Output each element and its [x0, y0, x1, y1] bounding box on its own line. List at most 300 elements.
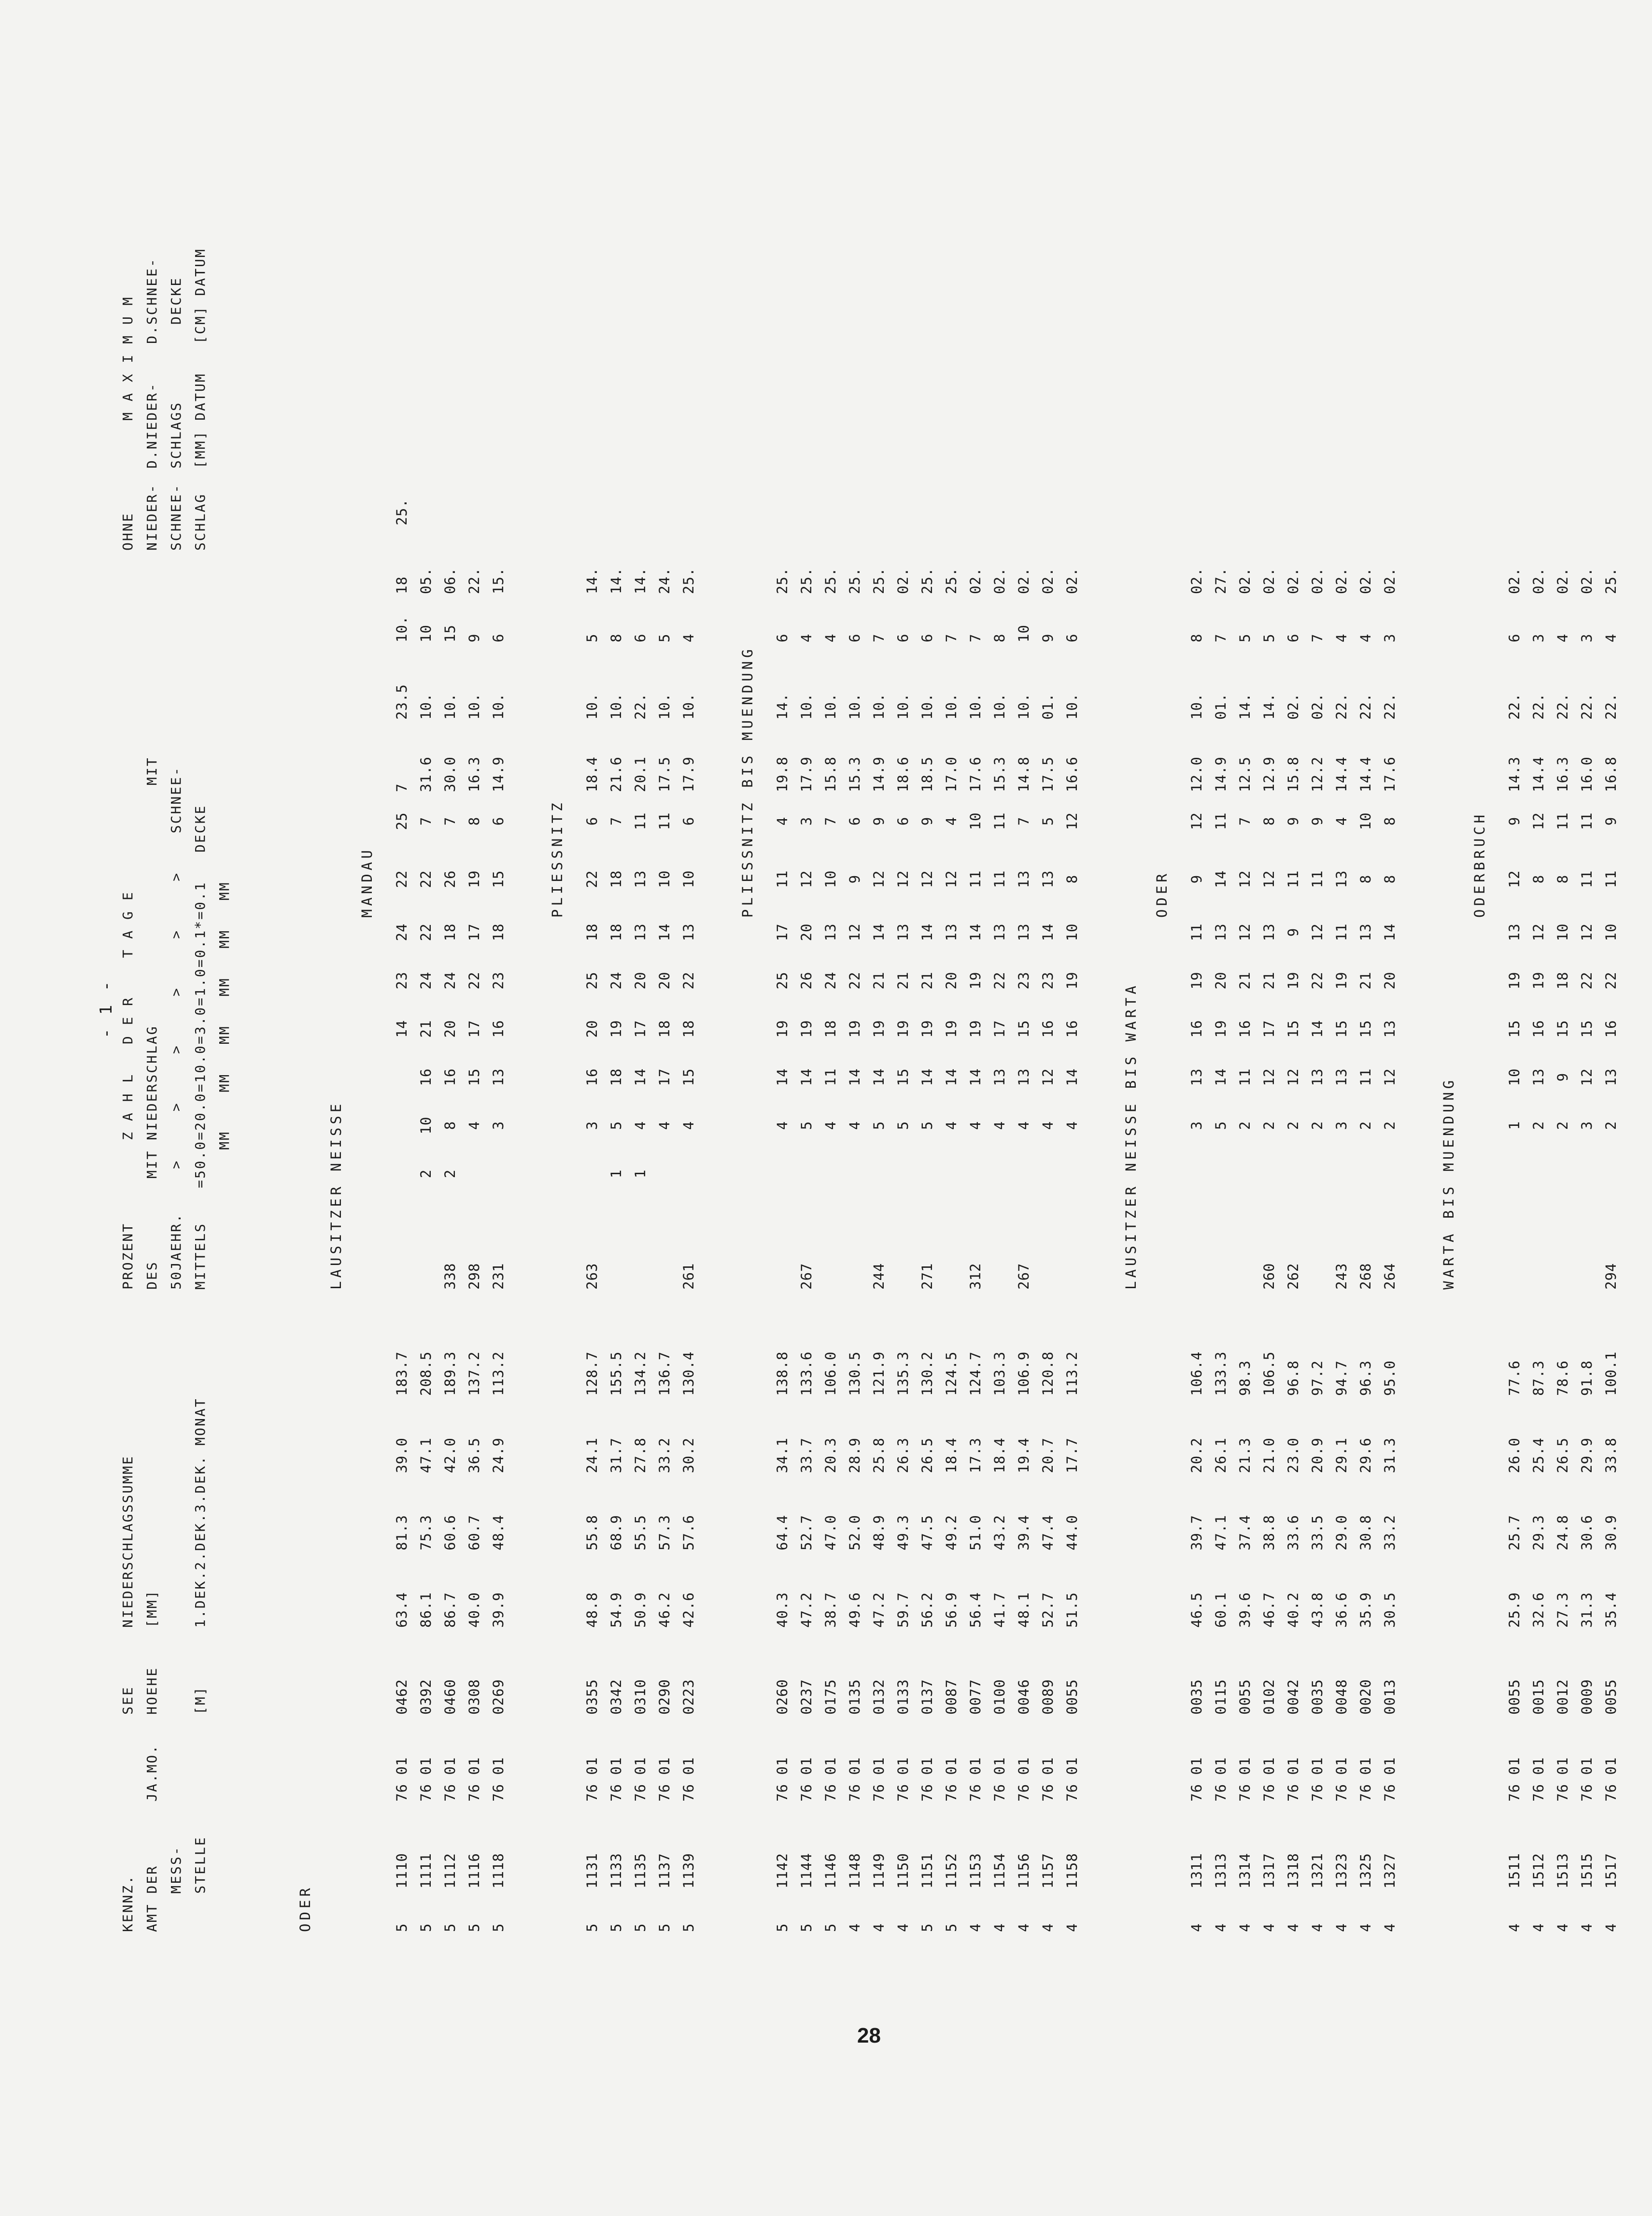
table-cell: 25. — [871, 567, 887, 594]
table-cell: 12 — [943, 870, 960, 888]
table-cell: 22 — [418, 923, 434, 941]
table-cell: 10. — [394, 615, 410, 642]
table-cell: 4 — [1603, 633, 1619, 642]
table-cell: 4 — [1603, 1923, 1619, 1932]
table-cell: 1133 — [608, 1853, 624, 1889]
table-cell: 10 — [967, 812, 984, 830]
table-cell: 106.9 — [1016, 1351, 1032, 1396]
table-cell: 19 — [1530, 971, 1547, 990]
table-cell: 4 — [1554, 633, 1571, 642]
table-cell: 12 — [1237, 923, 1253, 941]
table-cell: 134.2 — [632, 1351, 649, 1396]
table-cell: 1321 — [1309, 1853, 1326, 1889]
table-cell: 33.2 — [656, 1437, 673, 1473]
table-row — [1575, 72, 1599, 1932]
table-cell: 0355 — [584, 1679, 600, 1715]
table-cell: 02. — [895, 567, 911, 594]
table-cell: 5 — [608, 1923, 624, 1932]
table-cell: 4 — [943, 1121, 960, 1130]
table-cell: 8 — [1357, 874, 1374, 884]
table-cell: 13 — [1382, 1020, 1398, 1038]
table-cell: 4 — [1064, 1121, 1080, 1130]
table-cell: 47.2 — [871, 1592, 887, 1628]
table-cell: 1327 — [1382, 1853, 1398, 1889]
table-cell: 11 — [1603, 870, 1619, 888]
table-cell: 1 — [608, 1169, 624, 1179]
table-cell: 4 — [1333, 816, 1350, 826]
table-cell: 10. — [490, 693, 507, 720]
table-cell: 76 01 — [418, 1757, 434, 1802]
table-cell: 39.9 — [490, 1592, 507, 1628]
table-cell: 10 — [1357, 812, 1374, 830]
table-cell: 48.1 — [1016, 1592, 1032, 1628]
table-cell: 7 — [1213, 633, 1229, 642]
table-cell: 17.0 — [943, 756, 960, 792]
table-cell: 01. — [1040, 693, 1056, 720]
table-cell: 27. — [1213, 567, 1229, 594]
table-cell: 13 — [1188, 1068, 1205, 1086]
table-cell: 18 — [442, 923, 458, 941]
table-cell: 0055 — [1506, 1679, 1523, 1715]
table-cell: 4 — [1357, 633, 1374, 642]
table-cell: 3 — [584, 1121, 600, 1130]
table-cell: 6 — [919, 633, 935, 642]
table-cell: 4 — [1506, 1923, 1523, 1932]
table-cell: 4 — [1040, 1121, 1056, 1130]
table-cell: 60.7 — [466, 1515, 482, 1550]
table-cell: 7 — [943, 633, 960, 642]
table-cell: 1158 — [1064, 1853, 1080, 1889]
table-cell: 10. — [680, 693, 697, 720]
table-cell: 76 01 — [608, 1757, 624, 1802]
table-row — [794, 72, 819, 1932]
table-cell: 57.3 — [656, 1515, 673, 1550]
header-kennz: KENNZ. AMT DER MESS- STELLE — [120, 1836, 208, 1932]
table-cell: 4 — [1309, 1923, 1326, 1932]
table-cell: 1323 — [1333, 1853, 1350, 1889]
table-cell: 19 — [466, 870, 482, 888]
table-cell: 42.6 — [680, 1592, 697, 1628]
river-title: ODER — [297, 1885, 313, 1932]
table-cell: 12 — [1285, 1068, 1301, 1086]
table-cell: 18 — [608, 1068, 624, 1086]
table-cell: 68.9 — [608, 1515, 624, 1550]
table-cell: 02. — [1382, 567, 1398, 594]
table-cell: 4 — [967, 1923, 984, 1932]
table-cell: 49.6 — [847, 1592, 863, 1628]
table-cell: 267 — [798, 1263, 815, 1290]
table-cell: 8 — [991, 633, 1008, 642]
table-cell: 12.9 — [1261, 756, 1277, 792]
table-cell: 5 — [680, 1923, 697, 1932]
table-cell: 29.6 — [1357, 1437, 1374, 1473]
table-cell: 1314 — [1237, 1853, 1253, 1889]
table-cell: 130.5 — [847, 1351, 863, 1396]
table-cell: 17.6 — [967, 756, 984, 792]
table-cell: 18 — [680, 1020, 697, 1038]
table-cell: 13 — [1506, 923, 1523, 941]
table-cell: 10. — [608, 693, 624, 720]
table-cell: 1318 — [1285, 1853, 1301, 1889]
table-cell: 5 — [822, 1923, 839, 1932]
table-cell: 76 01 — [442, 1757, 458, 1802]
table-cell: 9 — [1285, 816, 1301, 826]
table-cell: 4 — [943, 816, 960, 826]
table-cell: 55.5 — [632, 1515, 649, 1550]
table-cell: 24 — [608, 971, 624, 990]
table-cell: 34.1 — [774, 1437, 791, 1473]
table-cell: 8 — [466, 816, 482, 826]
table-cell: 137.2 — [466, 1351, 482, 1396]
table-cell: 19 — [871, 1020, 887, 1038]
table-row — [770, 72, 794, 1932]
table-cell: 10. — [442, 693, 458, 720]
table-cell: 8 — [1064, 874, 1080, 884]
section-subtitle: PLIESSNITZ BIS MUENDUNG — [739, 646, 756, 918]
table-cell: 5 — [584, 633, 600, 642]
table-cell: 3 — [1579, 633, 1595, 642]
table-cell: 18 — [394, 576, 410, 594]
table-cell: 14 — [632, 1068, 649, 1086]
table-row — [939, 72, 963, 1932]
table-cell: 13 — [943, 923, 960, 941]
table-cell: 0055 — [1064, 1679, 1080, 1715]
table-cell: 6 — [774, 633, 791, 642]
table-cell: 60.6 — [442, 1515, 458, 1550]
table-cell: 0290 — [656, 1679, 673, 1715]
table-cell: 20 — [1382, 971, 1398, 990]
section-subtitle: ODER — [1154, 870, 1170, 918]
table-cell: 30.9 — [1603, 1515, 1619, 1550]
table-cell: 76 01 — [1016, 1757, 1032, 1802]
table-cell: 10. — [418, 693, 434, 720]
table-cell: 11 — [1237, 1068, 1253, 1086]
table-cell: 19 — [1285, 971, 1301, 990]
table-cell: 5 — [490, 1923, 507, 1932]
table-cell: 15. — [490, 567, 507, 594]
table-cell: 98.3 — [1237, 1360, 1253, 1396]
table-row — [1281, 72, 1305, 1932]
table-cell: 11 — [632, 812, 649, 830]
table-cell: 38.8 — [1261, 1515, 1277, 1550]
table-cell: 76 01 — [1213, 1757, 1229, 1802]
table-cell: 10 — [1603, 923, 1619, 941]
table-cell: 02. — [1188, 567, 1205, 594]
table-cell: 14.9 — [1213, 756, 1229, 792]
table-cell: 1152 — [943, 1853, 960, 1889]
table-cell: 76 01 — [584, 1757, 600, 1802]
table-cell: 138.8 — [774, 1351, 791, 1396]
table-cell: 16 — [490, 1020, 507, 1038]
table-cell: 7 — [822, 816, 839, 826]
table-cell: 6 — [847, 633, 863, 642]
page-number: 28 — [857, 2024, 881, 2047]
table-cell: 1515 — [1579, 1853, 1595, 1889]
table-cell: 1131 — [584, 1853, 600, 1889]
table-cell: 14.4 — [1357, 756, 1374, 792]
table-cell: 10 — [418, 1116, 434, 1135]
table-cell: 23 — [394, 971, 410, 990]
table-cell: 12 — [1309, 923, 1326, 941]
table-row — [819, 72, 843, 1932]
table-cell: 64.4 — [774, 1515, 791, 1550]
table-cell: 10. — [822, 693, 839, 720]
table-cell: 24.1 — [584, 1437, 600, 1473]
table-cell: 56.4 — [967, 1592, 984, 1628]
table-cell: 12 — [847, 923, 863, 941]
table-row — [438, 72, 462, 1932]
table-cell: 1142 — [774, 1853, 791, 1889]
table-cell: 76 01 — [632, 1757, 649, 1802]
table-cell: 91.8 — [1579, 1360, 1595, 1396]
table-cell: 3 — [798, 816, 815, 826]
table-cell: 02. — [1579, 567, 1595, 594]
table-cell: 24 — [394, 923, 410, 941]
table-cell: 14 — [774, 1068, 791, 1086]
table-cell: 46.7 — [1261, 1592, 1277, 1628]
table-cell: 52.7 — [798, 1515, 815, 1550]
table-cell: 0115 — [1213, 1679, 1229, 1715]
table-cell: 4 — [895, 1923, 911, 1932]
table-cell: 02. — [1333, 567, 1350, 594]
table-cell: 21.3 — [1237, 1437, 1253, 1473]
table-cell: 29.1 — [1333, 1437, 1350, 1473]
table-cell: 0137 — [919, 1679, 935, 1715]
table-cell: 12 — [1064, 812, 1080, 830]
table-cell: 02. — [1237, 567, 1253, 594]
table-cell: 12 — [871, 870, 887, 888]
table-cell: 24. — [656, 567, 673, 594]
table-cell: 2 — [1237, 1121, 1253, 1130]
table-cell: 120.8 — [1040, 1351, 1056, 1396]
table-cell: 8 — [442, 1121, 458, 1130]
table-cell: 22 — [394, 870, 410, 888]
table-cell: 30.6 — [1579, 1515, 1595, 1550]
table-cell: 19 — [1064, 971, 1080, 990]
table-cell: 8 — [1554, 874, 1571, 884]
table-cell: 02. — [1530, 567, 1547, 594]
table-cell: 31.6 — [418, 756, 434, 792]
table-cell: 16 — [1530, 1020, 1547, 1038]
data-table — [287, 72, 1652, 1932]
table-cell: 76 01 — [680, 1757, 697, 1802]
table-cell: 30.2 — [680, 1437, 697, 1473]
table-cell: 4 — [1261, 1923, 1277, 1932]
table-cell: 5 — [1213, 1121, 1229, 1130]
table-cell: 12 — [1579, 1068, 1595, 1086]
table-cell: 5 — [774, 1923, 791, 1932]
table-cell: 10. — [798, 693, 815, 720]
table-cell: 19.4 — [1016, 1437, 1032, 1473]
table-cell: 135.3 — [895, 1351, 911, 1396]
table-cell: 183.7 — [394, 1351, 410, 1396]
table-cell: 18.4 — [943, 1437, 960, 1473]
table-cell: 17.9 — [680, 756, 697, 792]
table-cell: 25. — [943, 567, 960, 594]
table-cell: 8 — [1382, 874, 1398, 884]
table-cell: 15 — [490, 870, 507, 888]
table-row — [963, 72, 988, 1932]
table-cell: 19 — [943, 1020, 960, 1038]
table-cell: 9 — [919, 816, 935, 826]
table-cell: 208.5 — [418, 1351, 434, 1396]
table-cell: 38.7 — [822, 1592, 839, 1628]
table-cell: 1154 — [991, 1853, 1008, 1889]
table-cell: 18 — [584, 923, 600, 941]
table-cell: 30.5 — [1382, 1592, 1398, 1628]
table-cell: 56.2 — [919, 1592, 935, 1628]
table-cell: 18.5 — [919, 756, 935, 792]
table-cell: 130.4 — [680, 1351, 697, 1396]
table-cell: 124.7 — [967, 1351, 984, 1396]
table-cell: 22. — [1603, 693, 1619, 720]
table-cell: 12 — [1261, 1068, 1277, 1086]
table-cell: 231 — [490, 1263, 507, 1290]
table-cell: 1116 — [466, 1853, 482, 1889]
table-cell: 57.6 — [680, 1515, 697, 1550]
table-cell: 1513 — [1554, 1853, 1571, 1889]
table-cell: 4 — [1554, 1923, 1571, 1932]
table-cell: 2 — [1554, 1121, 1571, 1130]
table-cell: 40.0 — [466, 1592, 482, 1628]
table-cell: 4 — [1040, 1923, 1056, 1932]
table-cell: 16 — [1040, 1020, 1056, 1038]
table-cell: 14. — [608, 567, 624, 594]
table-cell: 13 — [1530, 1068, 1547, 1086]
table-cell: 1 — [632, 1169, 649, 1179]
table-cell: 59.7 — [895, 1592, 911, 1628]
table-cell: 25.7 — [1506, 1515, 1523, 1550]
table-cell: 261 — [680, 1263, 697, 1290]
table-cell: 3 — [490, 1121, 507, 1130]
table-cell: 13 — [1016, 1068, 1032, 1086]
table-cell: 5 — [584, 1923, 600, 1932]
table-cell: 1512 — [1530, 1853, 1547, 1889]
table-cell: 16.8 — [1603, 756, 1619, 792]
table-cell: 6 — [680, 816, 697, 826]
table-cell: 14.3 — [1506, 756, 1523, 792]
section-subtitle: ODERBRUCH — [1471, 811, 1488, 918]
table-cell: 8 — [1530, 874, 1547, 884]
table-cell: 0013 — [1382, 1679, 1398, 1715]
table-row — [1354, 72, 1378, 1932]
table-cell: 14. — [1261, 693, 1277, 720]
table-cell: 13 — [1333, 1068, 1350, 1086]
table-cell: 23 — [1040, 971, 1056, 990]
table-cell: 1110 — [394, 1853, 410, 1889]
table-cell: 9 — [1554, 1072, 1571, 1082]
table-cell: 19 — [774, 1020, 791, 1038]
table-cell: 3 — [1188, 1121, 1205, 1130]
table-cell: 12 — [1530, 812, 1547, 830]
table-cell: 76 01 — [1579, 1757, 1595, 1802]
table-cell: 01. — [1213, 693, 1229, 720]
table-cell: 55.8 — [584, 1515, 600, 1550]
table-cell: 76 01 — [943, 1757, 960, 1802]
table-cell: 2 — [1285, 1121, 1301, 1130]
table-cell: 3 — [1382, 633, 1398, 642]
table-cell: 18.4 — [991, 1437, 1008, 1473]
table-cell: 13 — [1040, 870, 1056, 888]
table-cell: 12 — [1506, 870, 1523, 888]
table-cell: 94.7 — [1333, 1360, 1350, 1396]
table-row — [628, 72, 652, 1932]
table-row — [867, 72, 891, 1932]
table-cell: 133.6 — [798, 1351, 815, 1396]
table-cell: 4 — [1579, 1923, 1595, 1932]
table-cell: 23 — [490, 971, 507, 990]
section — [328, 72, 539, 1932]
table-cell: 0392 — [418, 1679, 434, 1715]
table-cell: 17 — [466, 923, 482, 941]
table-cell: 17.5 — [656, 756, 673, 792]
table-cell: 262 — [1285, 1263, 1301, 1290]
table-cell: 11 — [1579, 870, 1595, 888]
table-cell: 9 — [1040, 633, 1056, 642]
table-cell: 23 — [1016, 971, 1032, 990]
table-cell: 22 — [680, 971, 697, 990]
table-cell: 20.2 — [1188, 1437, 1205, 1473]
table-cell: 5 — [919, 1121, 935, 1130]
table-cell: 51.5 — [1064, 1592, 1080, 1628]
table-cell: 4 — [798, 633, 815, 642]
table-cell: 19 — [1506, 971, 1523, 990]
table-cell: 13 — [1261, 923, 1277, 941]
table-cell: 4 — [466, 1121, 482, 1130]
table-cell: 4 — [680, 1121, 697, 1130]
table-cell: 02. — [1357, 567, 1374, 594]
table-cell: 7 — [608, 816, 624, 826]
table-cell: 8 — [1261, 816, 1277, 826]
table-cell: 76 01 — [656, 1757, 673, 1802]
table-row — [1551, 72, 1575, 1932]
table-cell: 24 — [822, 971, 839, 990]
table-cell: 19 — [798, 1020, 815, 1038]
table-row — [1526, 72, 1551, 1932]
table-cell: 21 — [418, 1020, 434, 1038]
table-cell: 16 — [1603, 1020, 1619, 1038]
table-cell: 25. — [919, 567, 935, 594]
table-cell: 21 — [919, 971, 935, 990]
table-row — [1185, 72, 1209, 1932]
table-cell: 12.0 — [1188, 756, 1205, 792]
table-cell: 0260 — [774, 1679, 791, 1715]
table-cell: 4 — [1333, 1923, 1350, 1932]
table-cell: 3 — [1530, 633, 1547, 642]
table-cell: 19 — [1213, 1020, 1229, 1038]
table-cell: 76 01 — [1285, 1757, 1301, 1802]
table-cell: 10. — [847, 693, 863, 720]
table-cell: 22 — [418, 870, 434, 888]
table-cell: 47.1 — [1213, 1515, 1229, 1550]
table-cell: 25 — [394, 812, 410, 830]
table-cell: 25 — [584, 971, 600, 990]
table-cell: 54.9 — [608, 1592, 624, 1628]
table-cell: 9 — [871, 816, 887, 826]
table-cell: 1149 — [871, 1853, 887, 1889]
table-cell: 22 — [847, 971, 863, 990]
header-ohne: OHNE NIEDER- SCHNEE- SCHLAG — [120, 483, 208, 551]
table-cell: 14 — [847, 1068, 863, 1086]
table-cell: 5 — [656, 1923, 673, 1932]
table-cell: 16 — [418, 1068, 434, 1086]
table-cell: 12 — [1237, 870, 1253, 888]
table-cell: 17 — [991, 1020, 1008, 1038]
table-cell: 11 — [1357, 1068, 1374, 1086]
table-cell: 22 — [1309, 971, 1326, 990]
table-cell: 76 01 — [1333, 1757, 1350, 1802]
table-cell: 15.3 — [847, 756, 863, 792]
